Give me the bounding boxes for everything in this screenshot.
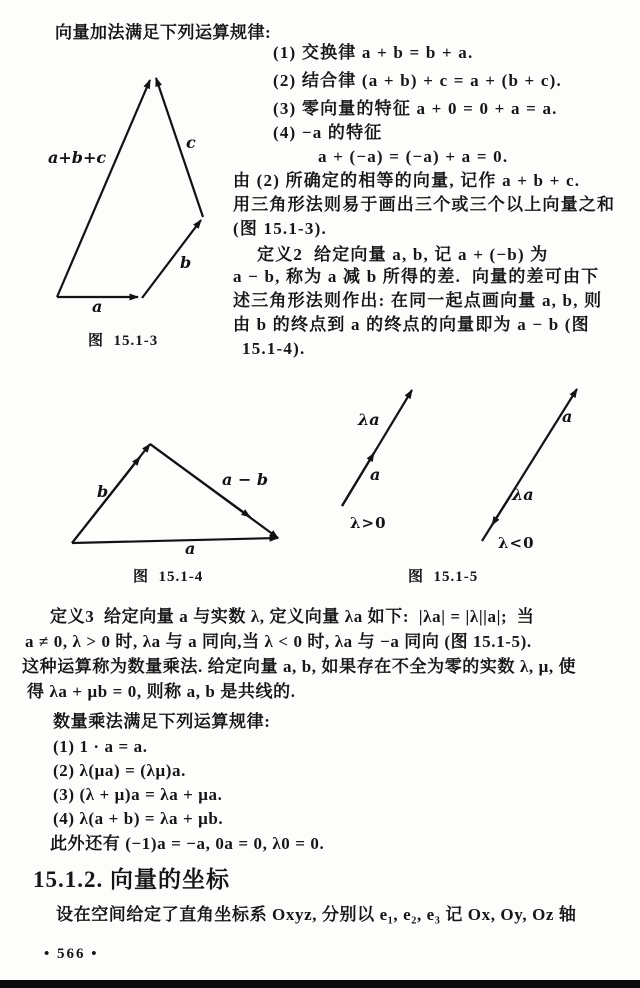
- fig4-vector-a-line: [72, 538, 278, 543]
- figure-15-1-4-caption: 图 15.1-4: [133, 569, 204, 585]
- scalar-rules-extra: 此外还有 (−1)a = −a, 0a = 0, λ0 = 0.: [50, 834, 325, 853]
- definition3-line-1: 定义3 给定向量 a 与实数 λ, 定义向量 λa 如下: |λa| = |λ||a|; 当: [50, 607, 535, 626]
- vector-sum-line: [57, 80, 150, 297]
- definition2-line-4: 由 b 的终点到 a 的终点的向量即为 a − b (图: [233, 315, 590, 334]
- scan-edge-band: [0, 980, 640, 988]
- intro-line: 向量加法满足下列运算规律:: [55, 23, 272, 42]
- addition-rule-4-equation: a + (−a) = (−a) + a = 0.: [318, 147, 509, 166]
- figure5-cond-pos-label: λ>0: [350, 514, 387, 532]
- figure4-a-minus-b-label: a − b: [222, 470, 269, 489]
- addition-rule-1: (1) 交换律 a + b = b + a.: [273, 43, 474, 62]
- scalar-rules-intro: 数量乘法满足下列运算规律:: [53, 712, 271, 731]
- vector-b-line: [142, 220, 201, 298]
- sum-note-line-1: 由 (2) 所确定的相等的向量, 记作 a + b + c.: [233, 171, 581, 190]
- sum-note-line-2: 用三角形法则易于画出三个或三个以上向量之和: [233, 195, 616, 214]
- page-number: • 566 •: [44, 946, 99, 962]
- figure4-a-label: a: [185, 539, 196, 558]
- figure-15-1-5-caption: 图 15.1-5: [408, 569, 479, 585]
- scalar-rule-1: (1) 1 · a = a.: [53, 737, 148, 756]
- definition2-line-1: 定义2 给定向量 a, b, 记 a + (−b) 为: [257, 245, 549, 264]
- figure3-b-label: b: [180, 253, 192, 272]
- figure3-a-label: a: [92, 297, 103, 316]
- definition3-line-2: a ≠ 0, λ > 0 时, λa 与 a 同向,当 λ < 0 时, λa 与 −a 同向 (图 15.1-5).: [25, 632, 532, 651]
- fig5-lambda-a-neg-arrow: [492, 495, 511, 525]
- scalar-rule-3: (3) (λ + μ)a = λa + μa.: [53, 785, 223, 804]
- figure-15-1-3-caption: 图 15.1-3: [88, 333, 159, 349]
- figure5-a-pos-label: a: [370, 465, 381, 484]
- definition2-line-5: 15.1-4).: [242, 339, 306, 358]
- figure5-lambda-a-pos-label: λa: [358, 410, 380, 429]
- definition2-line-2: a − b, 称为 a 减 b 所得的差. 向量的差可由下: [233, 267, 600, 286]
- sum-note-line-3: (图 15.1-3).: [233, 219, 327, 238]
- figure4-b-label: b: [97, 482, 109, 501]
- definition3-line-4: 得 λa + μb = 0, 则称 a, b 是共线的.: [27, 682, 296, 701]
- addition-rule-4: (4) −a 的特征: [273, 123, 383, 142]
- figure5-cond-neg-label: λ<0: [498, 534, 535, 552]
- section-heading: 15.1.2. 向量的坐标: [33, 867, 230, 892]
- section-body-line: 设在空间给定了直角坐标系 Oxyz, 分别以 e₁, e₂, e₃ 记 Ox, Oy, Oz 轴: [56, 905, 577, 924]
- figure5-lambda-a-neg-label: λa: [512, 485, 534, 504]
- scalar-rule-2: (2) λ(μa) = (λμ)a.: [53, 761, 186, 780]
- figure3-c-label: c: [186, 133, 196, 152]
- definition3-line-3: 这种运算称为数量乘法. 给定向量 a, b, 如果存在不全为零的实数 λ, μ, 使: [22, 657, 577, 676]
- figure3-sum-label: a+b+c: [48, 148, 107, 167]
- addition-rule-3: (3) 零向量的特征 a + 0 = 0 + a = a.: [273, 99, 558, 118]
- figure-15-1-3: [30, 60, 230, 350]
- figure5-a-neg-label: a: [562, 407, 573, 426]
- figure-15-1-4-and-5: [30, 380, 610, 565]
- addition-rule-2: (2) 结合律 (a + b) + c = a + (b + c).: [273, 71, 562, 90]
- vector-c-line: [156, 78, 203, 217]
- scalar-rule-4: (4) λ(a + b) = λa + μb.: [53, 809, 224, 828]
- definition2-line-3: 述三角形法则作出: 在同一起点画向量 a, b, 则: [233, 291, 603, 310]
